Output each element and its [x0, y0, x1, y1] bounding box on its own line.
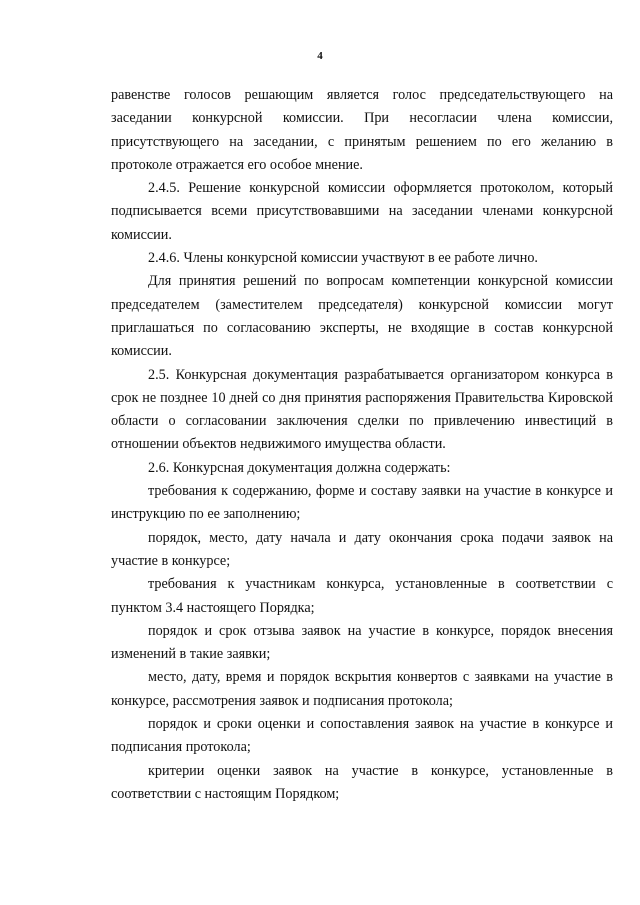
list-item: требования к содержанию, форме и составу заявки на участие в конкурсе и инструкцию по ее заполнению; — [111, 483, 613, 523]
list-item: требования к участникам конкурса, установленные в соответствии с пунктом 3.4 настоящего Порядка; — [111, 576, 613, 616]
paragraph-2-6: 2.6. Конкурсная документация должна содержать: — [148, 459, 451, 476]
paragraph-2-5: 2.5. Конкурсная документация разрабатывается организатором конкурса в срок не позднее 10 дней со дня принятия распоряжения Правительства Кировской области о согласовании заключения сделки по привлечению инвестиций в отношении объектов недвижимого имущества области. — [111, 366, 613, 453]
document-body — [111, 84, 613, 806]
paragraph-experts: Для принятия решений по вопросам компетенции конкурсной комиссии председателем (заместителем председателя) конкурсной комиссии могут приглашаться по согласованию эксперты, не входящие в состав конкурсной комиссии. — [111, 273, 613, 360]
paragraph-continuation: равенстве голосов решающим является голос председательствующего на заседании конкурсной комиссии. При несогласии члена комиссии, присутствующего на заседании, с принятым решением по его желанию в протоколе отражается его особое мнение. — [111, 87, 613, 173]
list-item: порядок и сроки оценки и сопоставления заявок на участие в конкурсе и подписания протокола; — [111, 716, 613, 756]
list-item: место, дату, время и порядок вскрытия конвертов с заявками на участие в конкурсе, рассмотрения заявок и подписания протокола; — [111, 669, 613, 709]
list-item: порядок, место, дату начала и дату окончания срока подачи заявок на участие в конкурсе; — [111, 529, 613, 569]
paragraph-2-4-6: 2.4.6. Члены конкурсной комиссии участвуют в ее работе лично. — [148, 250, 538, 267]
paragraph-2-4-5: 2.4.5. Решение конкурсной комиссии оформляется протоколом, который подписывается всеми присутствовавшими на заседании членами конкурсной комиссии. — [111, 180, 613, 243]
list-item: порядок и срок отзыва заявок на участие в конкурсе, порядок внесения изменений в такие заявки; — [111, 622, 613, 663]
page-number: 4 — [317, 50, 323, 62]
list-item: критерии оценки заявок на участие в конкурсе, установленные в соответствии с настоящим Порядком; — [111, 762, 613, 802]
